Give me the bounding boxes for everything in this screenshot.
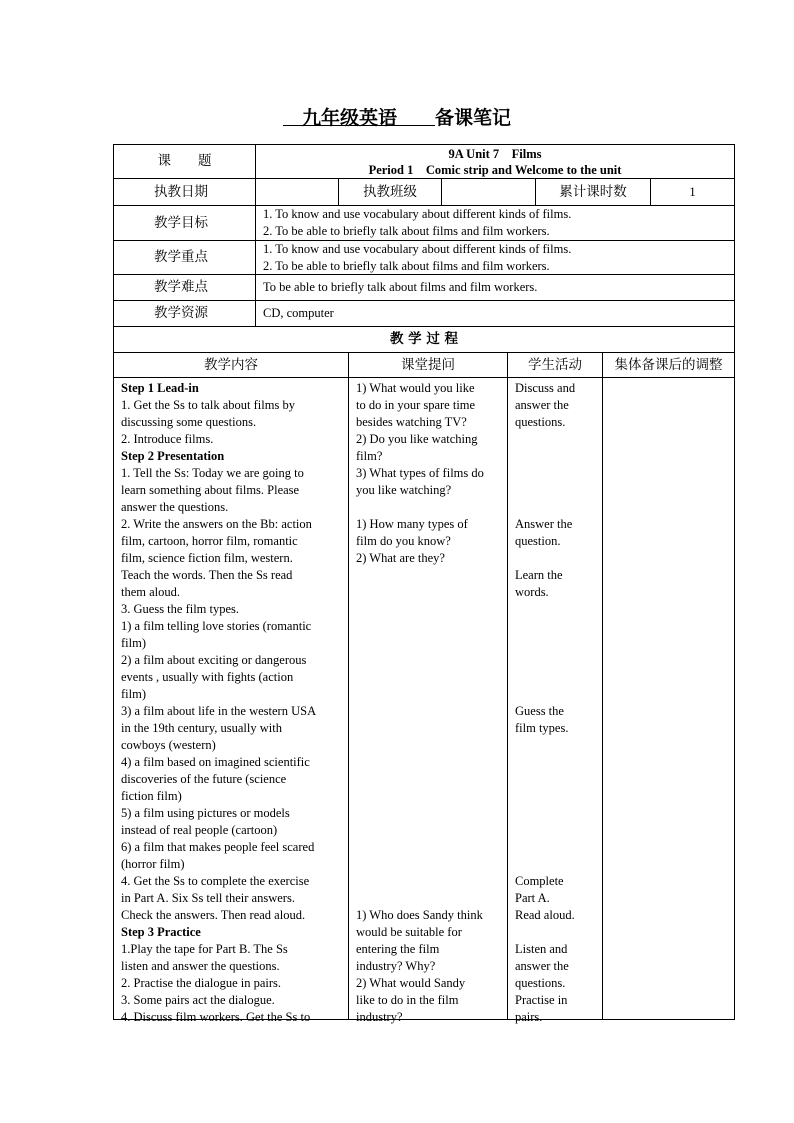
activity-line (515, 822, 596, 839)
content-line: discoveries of the future (science (121, 772, 287, 786)
content-line: 1) a film telling love stories (romantic (121, 619, 312, 633)
activity-line: pairs. (515, 1010, 543, 1024)
question-line: 3) What types of films do (356, 466, 484, 480)
student-activities-column (508, 378, 602, 1024)
question-line (356, 856, 501, 873)
question-line (356, 567, 501, 584)
activity-line: answer the (515, 959, 569, 973)
question-line: like to do in the film (356, 993, 459, 1007)
question-line: besides watching TV? (356, 415, 467, 429)
activity-line (515, 465, 596, 482)
question-line: 1) What would you like (356, 381, 475, 395)
question-line (356, 788, 501, 805)
activity-line (515, 856, 596, 873)
resources-text: CD, computer (263, 306, 334, 320)
questions-column (349, 378, 507, 1024)
class-value[interactable] (442, 179, 535, 205)
content-line: 4. Discuss film workers. Get the Ss to (121, 1010, 311, 1024)
content-line: film, cartoon, horror film, romantic (121, 534, 298, 548)
goals-label: 教学目标 (154, 214, 208, 231)
activity-line: Read aloud. (515, 908, 575, 922)
content-line: fiction film) (121, 789, 182, 803)
question-line: would be suitable for (356, 925, 462, 939)
activity-line (515, 448, 596, 465)
class-label: 执教班级 (363, 183, 417, 200)
topic-unit: 9A Unit 7 Films (448, 146, 542, 161)
content-line: 1. Get the Ss to talk about films by (121, 398, 295, 412)
activity-line (515, 788, 596, 805)
activity-line (515, 737, 596, 754)
resources-label: 教学资源 (154, 305, 208, 321)
question-line (356, 686, 501, 703)
activity-line (515, 839, 596, 856)
activity-line (515, 482, 596, 499)
question-line (356, 618, 501, 635)
header-activities: 学生活动 (528, 356, 582, 373)
activity-line: Complete (515, 874, 564, 888)
question-line (356, 873, 501, 890)
hours-value: 1 (689, 184, 696, 199)
header-adjustment: 集体备课后的调整 (614, 356, 723, 373)
activity-line: Answer the (515, 517, 573, 531)
content-line: them aloud. (121, 585, 181, 599)
content-line: 6) a film that makes people feel scared (121, 840, 315, 854)
content-line: 2. Practise the dialogue in pairs. (121, 976, 282, 990)
difficulties-text: To be able to briefly talk about films and film workers. (263, 280, 538, 294)
question-line (356, 601, 501, 618)
date-label: 执教日期 (154, 183, 208, 200)
activity-line: Part A. (515, 891, 550, 905)
content-line: (horror film) (121, 857, 185, 871)
content-line: answer the questions. (121, 500, 229, 514)
grade-subject: 九年级英语 (301, 107, 397, 129)
question-line: film? (356, 449, 383, 463)
content-line: film, science fiction film, western. (121, 551, 293, 565)
activity-line: Discuss and (515, 381, 576, 395)
content-line: events , usually with fights (action (121, 670, 294, 684)
content-line: Check the answers. Then read aloud. (121, 908, 306, 922)
page-title (0, 103, 794, 130)
question-line (356, 737, 501, 754)
question-line (356, 499, 501, 516)
question-line (356, 822, 501, 839)
content-line: 3. Some pairs act the dialogue. (121, 993, 275, 1007)
content-line: 4. Get the Ss to complete the exercise (121, 874, 310, 888)
activity-line: words. (515, 585, 549, 599)
question-line (356, 754, 501, 771)
hours-label: 累计课时数 (559, 183, 627, 200)
content-line: 2) a film about exciting or dangerous (121, 653, 307, 667)
date-value[interactable] (256, 179, 338, 205)
activity-line: question. (515, 534, 561, 548)
content-line: 2. Introduce films. (121, 432, 214, 446)
question-line (356, 669, 501, 686)
content-line: Step 3 Practice (121, 925, 201, 939)
question-line: 1) How many types of (356, 517, 468, 531)
content-line: discussing some questions. (121, 415, 257, 429)
activity-line: Practise in (515, 993, 568, 1007)
content-line: 3) a film about life in the western USA (121, 704, 317, 718)
content-line: cowboys (western) (121, 738, 216, 752)
activity-line (515, 771, 596, 788)
activity-line (515, 550, 596, 567)
activity-line (515, 431, 596, 448)
content-line: Teach the words. Then the Ss read (121, 568, 293, 582)
question-line: 1) Who does Sandy think (356, 908, 483, 922)
question-line (356, 584, 501, 601)
question-line: film do you know? (356, 534, 451, 548)
activity-line (515, 805, 596, 822)
question-line: to do in your spare time (356, 398, 476, 412)
key-points-text: 1. To know and use vocabulary about different kinds of films. 2. To be able to briefly talk about films and film workers. (263, 241, 572, 273)
content-line: Step 2 Presentation (121, 449, 225, 463)
question-line (356, 652, 501, 669)
question-line: entering the film (356, 942, 440, 956)
content-line: 1. Tell the Ss: Today we are going to (121, 466, 304, 480)
question-line: industry? (356, 1010, 403, 1024)
question-line (356, 839, 501, 856)
key-points-label: 教学重点 (154, 249, 208, 265)
question-line (356, 720, 501, 737)
title-suffix: 备课笔记 (435, 107, 512, 129)
question-line (356, 635, 501, 652)
question-line: 2) Do you like watching (356, 432, 478, 446)
content-line: Step 1 Lead-in (121, 381, 199, 395)
activity-line: answer the (515, 398, 569, 412)
activity-line (515, 669, 596, 686)
activity-line (515, 754, 596, 771)
question-line: you like watching? (356, 483, 452, 497)
content-line: film) (121, 636, 146, 650)
activity-line (515, 499, 596, 516)
content-line: 2. Write the answers on the Bb: action (121, 517, 312, 531)
activity-line: questions. (515, 976, 566, 990)
process-title: 教 学 过 程 (389, 331, 459, 347)
header-questions: 课堂提问 (401, 356, 455, 373)
activity-line (515, 601, 596, 618)
content-line: listen and answer the questions. (121, 959, 280, 973)
question-line: 2) What are they? (356, 551, 445, 565)
question-line (356, 703, 501, 720)
activity-line: Learn the (515, 568, 563, 582)
question-line (356, 890, 501, 907)
adjustment-column[interactable] (603, 378, 734, 1019)
activity-line (515, 924, 596, 941)
content-line: in Part A. Six Ss tell their answers. (121, 891, 295, 905)
activity-line: Guess the (515, 704, 564, 718)
question-line: 2) What would Sandy (356, 976, 466, 990)
topic-value (256, 145, 734, 178)
content-line: 4) a film based on imagined scientific (121, 755, 310, 769)
content-line: film) (121, 687, 146, 701)
activity-line: film types. (515, 721, 569, 735)
content-line: instead of real people (cartoon) (121, 823, 278, 837)
activity-line (515, 618, 596, 635)
header-content: 教学内容 (204, 356, 258, 373)
content-line: 5) a film using pictures or models (121, 806, 290, 820)
activity-line (515, 686, 596, 703)
activity-line: Listen and (515, 942, 568, 956)
question-line (356, 771, 501, 788)
difficulties-label: 教学难点 (154, 279, 208, 295)
activity-line (515, 635, 596, 652)
content-line: 1.Play the tape for Part B. The Ss (121, 942, 288, 956)
content-line: learn something about films. Please (121, 483, 300, 497)
content-line: in the 19th century, usually with (121, 721, 282, 735)
content-line: 3. Guess the film types. (121, 602, 240, 616)
activity-line (515, 652, 596, 669)
activity-line: questions. (515, 415, 566, 429)
topic-period: Period 1 Comic strip and Welcome to the unit (368, 162, 622, 177)
goals-text: 1. To know and use vocabulary about different kinds of films. 2. To be able to briefly talk about films and film workers. (263, 207, 572, 238)
question-line (356, 805, 501, 822)
topic-label: 课 题 (157, 153, 212, 169)
teaching-content-column (114, 378, 348, 1024)
question-line: industry? Why? (356, 959, 436, 973)
